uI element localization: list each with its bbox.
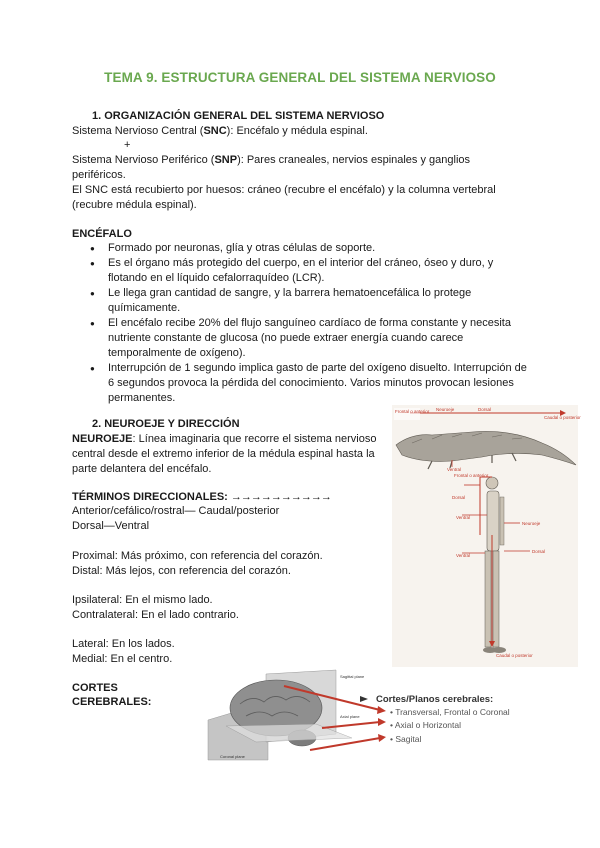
snc-bones-line-1: El SNC está recubierto por huesos: cráneo (recubre el encéfalo) y la columna vertebral: [72, 184, 496, 196]
fig-label-frontal-1: Frontal o anterior: [395, 409, 430, 414]
cortes-legend-item-sagital: • Sagital: [390, 734, 422, 744]
term-lateral: Lateral: En los lados.: [72, 638, 175, 650]
neuroeje-definition: NEUROEJE: Línea imaginaria que recorre el sistema nervioso central desde el extremo inferior de la médula espinal hasta la parte delantera del encéfalo.: [72, 433, 377, 475]
cortes-legend-item-axial: • Axial o Horizontal: [390, 720, 462, 730]
fig-label-ventral-1: Ventral: [447, 467, 462, 472]
list-item: ● Interrupción de 1 segundo implica gasto de parte del oxígeno disuelto. Interrupción de 6 segundos provoca la pérdida del conocimiento. Varios minutos provocan lesiones permanentes.: [72, 361, 532, 406]
fig-label-axial: Axial plane: [340, 714, 360, 719]
term-proximal: Proximal: Más próximo, con referencia del corazón.: [72, 550, 323, 562]
list-item: ● Es el órgano más protegido del cuerpo, en el interior del cráneo, óseo y duro, y flotando en el líquido cefalorraquídeo (LCR).: [72, 256, 532, 286]
term-distal: Distal: Más lejos, con referencia del corazón.: [72, 565, 291, 577]
fig-label-neuroeje-1: Neuroeje: [436, 407, 455, 412]
cortes-legend-title: Cortes/Planos cerebrales:: [376, 694, 494, 705]
snc-bones-line-2: (recubre médula espinal).: [72, 199, 197, 211]
fig-label-sagittal: Sagittal plane: [340, 674, 365, 679]
fig-label-dorsal-3: Dorsal: [532, 549, 546, 554]
encefalo-heading: ENCÉFALO: [72, 228, 132, 240]
term-pair-dorsal: Dorsal—Ventral: [72, 520, 150, 532]
page-title: TEMA 9. ESTRUCTURA GENERAL DEL SISTEMA NERVIOSO: [104, 70, 496, 85]
fig-label-dorsal-1: Dorsal: [478, 407, 492, 412]
term-contralateral: Contralateral: En el lado contrario.: [72, 609, 239, 621]
fig-label-ventral-2: Ventral: [456, 515, 471, 520]
fig-label-caudal-1: Caudal o posterior: [544, 415, 581, 420]
directional-terms-heading: TÉRMINOS DIRECCIONALES: →→→→→→→→→→: [72, 491, 331, 503]
term-ipsilateral: Ipsilateral: En el mismo lado.: [72, 594, 213, 606]
list-item: ● Formado por neuronas, glía y otras células de soporte.: [72, 241, 532, 256]
section-heading-neuroeje: 2. NEUROEJE Y DIRECCIÓN: [92, 418, 240, 430]
cortes-legend-item-transversal: • Transversal, Frontal o Coronal: [390, 707, 510, 717]
fig-label-ventral-3: Ventral: [456, 553, 471, 558]
neuroaxis-figure: [392, 405, 581, 667]
list-item: ● Le llega gran cantidad de sangre, y la barrera hematoencefálica lo protege químicamente.: [72, 286, 532, 316]
fig-label-dorsal-2: Dorsal: [452, 495, 466, 500]
fig-label-caudal-2: Caudal o posterior: [496, 653, 533, 658]
fig-label-coronal: Coronal plane: [220, 754, 245, 759]
encefalo-bullet-list: [72, 241, 532, 406]
cortes-heading-2: CEREBRALES:: [72, 696, 152, 708]
term-medial: Medial: En el centro.: [72, 653, 173, 665]
fig-label-frontal-2: Frontal o anterior: [454, 473, 489, 478]
list-item: ● El encéfalo recibe 20% del flujo sanguíneo cardíaco de forma constante y necesita nutriente constante de glucosa (no puede extraer energía cuando carece temporalmente de oxígeno).: [72, 316, 532, 361]
snp-line-cont: periféricos.: [72, 169, 126, 181]
cortes-heading-1: CORTES: [72, 682, 118, 694]
snc-line: Sistema Nervioso Central (SNC): Encéfalo y médula espinal.: [72, 125, 368, 137]
section-heading-organizacion: 1. ORGANIZACIÓN GENERAL DEL SISTEMA NERVIOSO: [92, 110, 385, 122]
plus-sign: +: [124, 139, 131, 151]
fig-label-neuroeje-2: Neuroeje: [522, 521, 541, 526]
term-pair-anterior: Anterior/cefálico/rostral— Caudal/posterior: [72, 505, 280, 517]
snp-line: Sistema Nervioso Periférico (SNP): Pares craneales, nervios espinales y ganglios: [72, 154, 471, 166]
